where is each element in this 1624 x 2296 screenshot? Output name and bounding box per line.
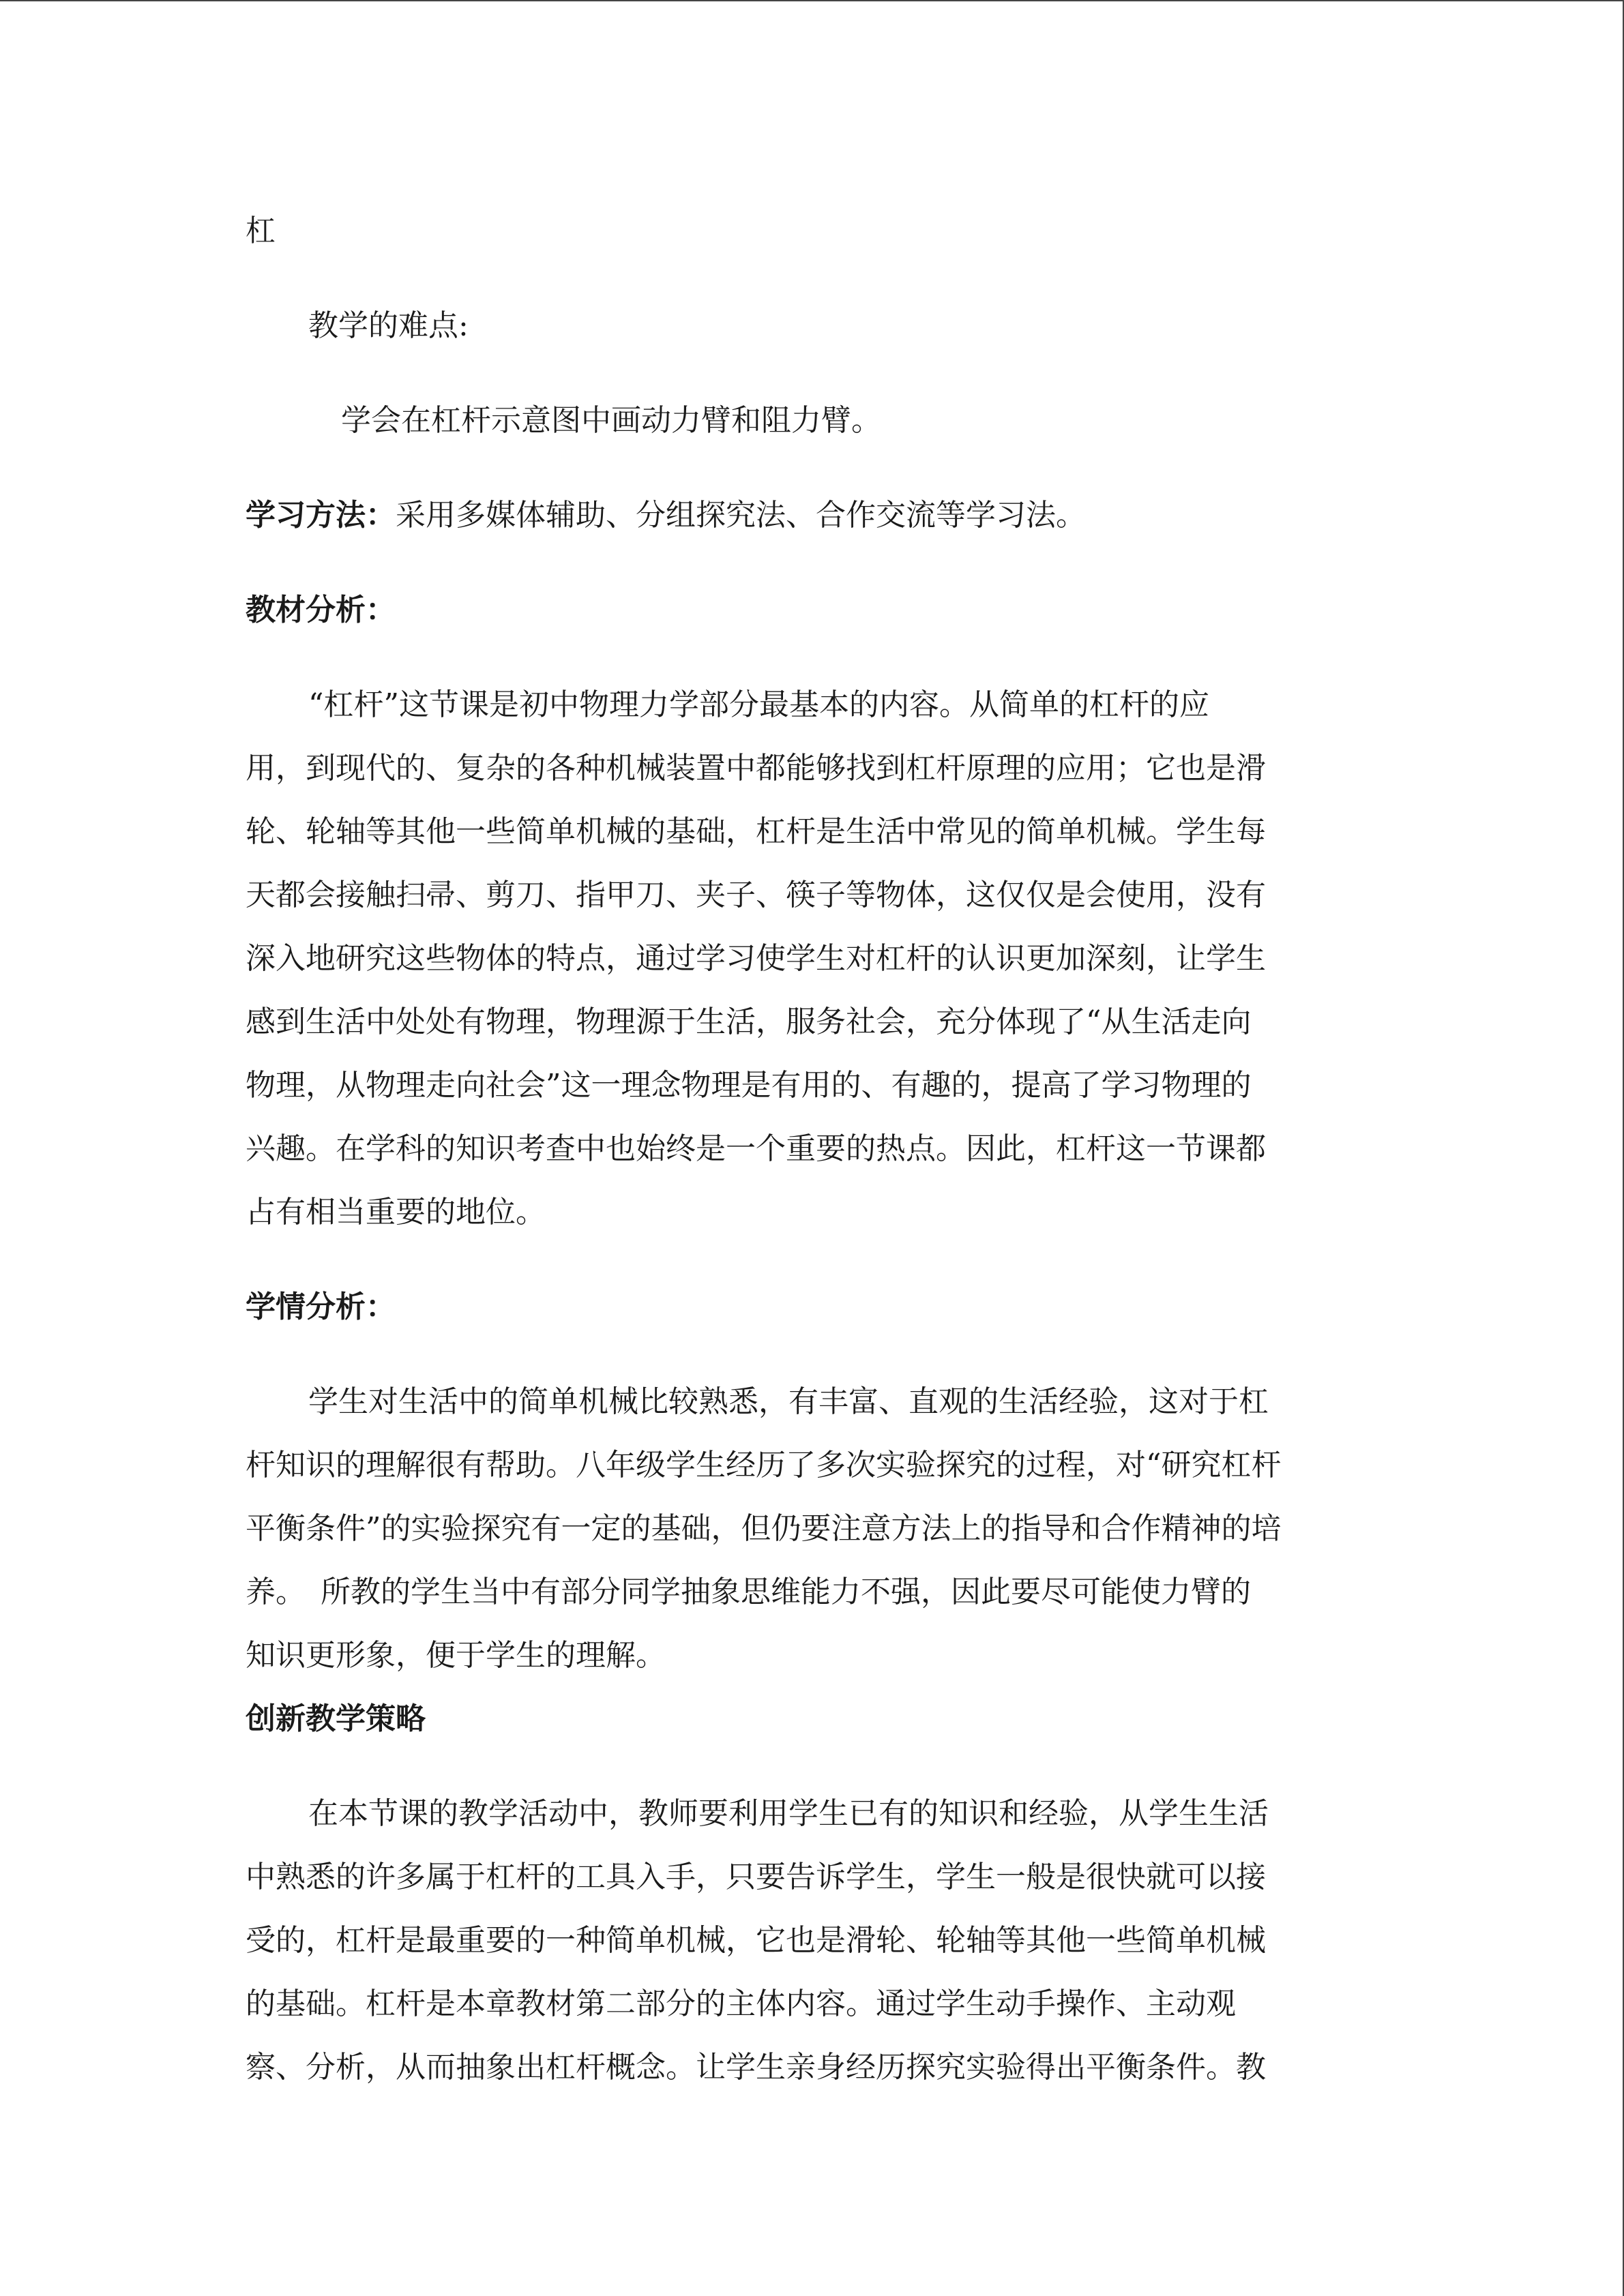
strategy-line: 在本节课的教学活动中，教师要利用学生已有的知识和经验，从学生生活: [308, 1796, 1269, 1831]
material-line: “杠杆”这节课是初中物理力学部分最基本的内容。从简单的杠杆的应: [308, 687, 1209, 722]
method-paragraph: [246, 483, 1378, 547]
strategy-line: 的基础。杠杆是本章教材第二部分的主体内容。通过学生动手操作、主动观: [246, 1986, 1236, 2021]
strategy-line: 察、分析，从而抽象出杠杆概念。让学生亲身经历探究实验得出平衡条件。教: [246, 2050, 1266, 2085]
student-line: 学生对生活中的简单机械比较熟悉，有丰富、直观的生活经验，这对于杠: [308, 1384, 1269, 1419]
material-line: 深入地研究这些物体的特点，通过学习使学生对杠杆的认识更加深刻，让学生: [246, 941, 1266, 976]
strategy-line: 受的，杠杆是最重要的一种简单机械，它也是滑轮、轮轴等其他一些简单机械: [246, 1923, 1266, 1958]
material-paragraph: [246, 673, 1378, 1244]
material-heading: 教材分析：: [246, 593, 396, 627]
student-line: 养。 所教的学生当中有部分同学抽象思维能力不强，因此要尽可能使力臂的: [246, 1575, 1251, 1609]
material-line: 占有相当重要的地位。: [246, 1195, 546, 1229]
difficulty-text: 学会在杠杆示意图中画动力臂和阻力臂。: [341, 403, 881, 438]
student-line: 知识更形象，便于学生的理解。: [246, 1638, 666, 1673]
fragment-top: 杠: [246, 213, 276, 248]
method-label: 学习方法：: [246, 498, 396, 533]
student-paragraph: [246, 1370, 1378, 1687]
student-line: 杆知识的理解很有帮助。八年级学生经历了多次实验探究的过程，对“研究杠杆: [246, 1448, 1282, 1482]
strategy-paragraph: [246, 1782, 1378, 2099]
strategy-line: 中熟悉的许多属于杠杆的工具入手，只要告诉学生，学生一般是很快就可以接: [246, 1860, 1266, 1894]
material-line: 用，到现代的、复杂的各种机械装置中都能够找到杠杆原理的应用；它也是滑: [246, 751, 1266, 786]
document-body: [246, 199, 1378, 2099]
student-line: 平衡条件”的实验探究有一定的基础，但仍要注意方法上的指导和合作精神的培: [246, 1511, 1282, 1546]
material-line: 天都会接触扫帚、剪刀、指甲刀、夹子、筷子等物体，这仅仅是会使用，没有: [246, 878, 1266, 912]
material-line: 物理，从物理走向社会”这一理念物理是有用的、有趣的，提高了学习物理的: [246, 1068, 1252, 1103]
method-text: 采用多媒体辅助、分组探究法、合作交流等学习法。: [396, 498, 1086, 533]
material-line: 感到生活中处处有物理，物理源于生活，服务社会，充分体现了“从生活走向: [246, 1004, 1252, 1039]
strategy-heading: 创新教学策略: [246, 1701, 426, 1736]
difficulty-label: 教学的难点:: [308, 308, 469, 343]
material-line: 兴趣。在学科的知识考查中也始终是一个重要的热点。因此，杠杆这一节课都: [246, 1131, 1266, 1166]
student-heading: 学情分析：: [246, 1289, 396, 1324]
material-line: 轮、轮轴等其他一些简单机械的基础，杠杆是生活中常见的简单机械。学生每: [246, 814, 1266, 849]
